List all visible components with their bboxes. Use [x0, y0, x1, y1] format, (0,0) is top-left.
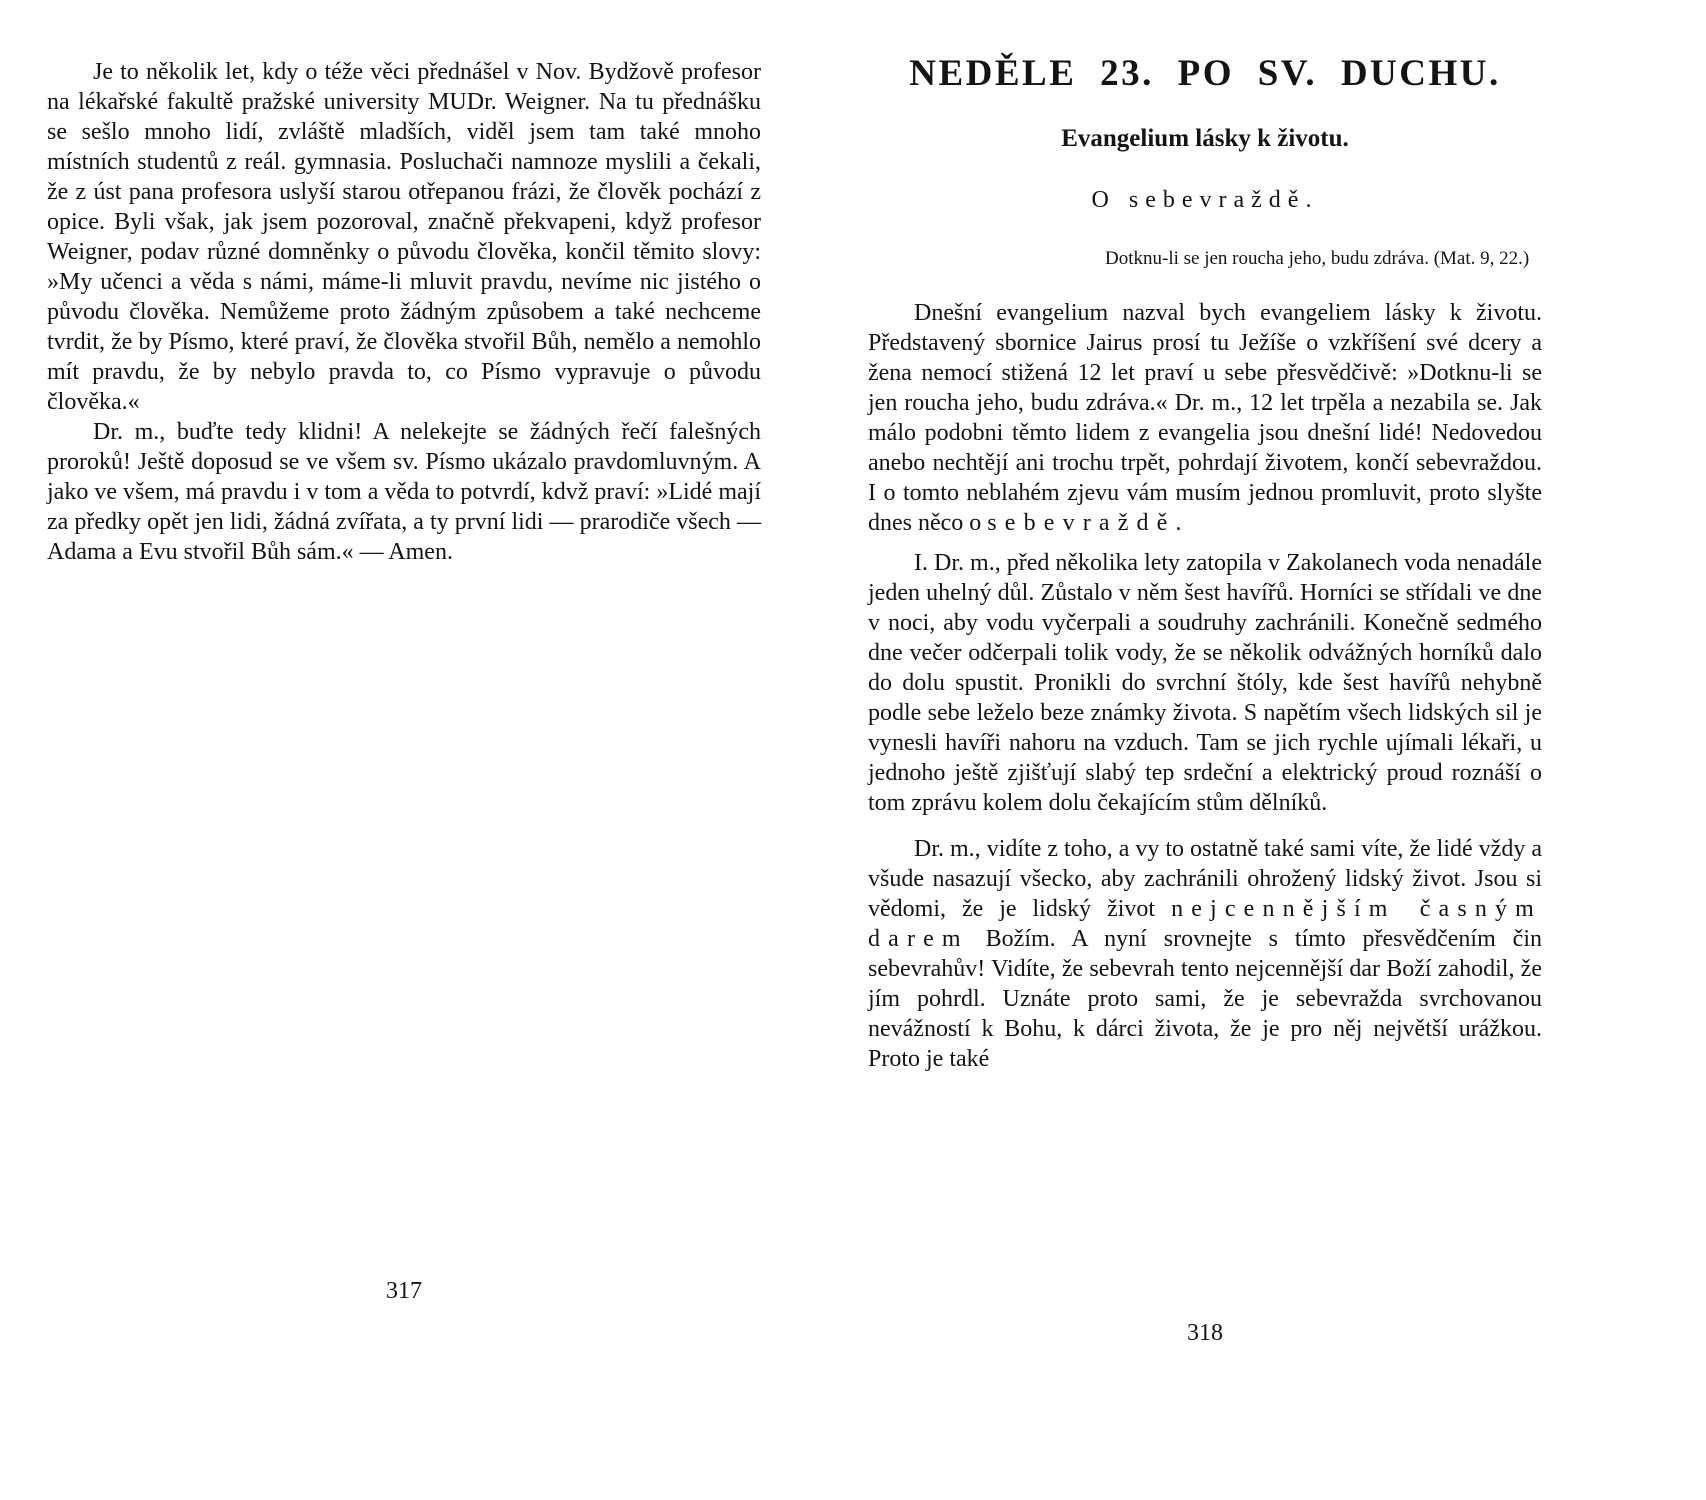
paragraph-segment: Božím. A nyní srovnejte s tímto přesvědčením čin sebevrahův! Vidíte, že sebevrah tento nejcennější dar Boží zahodil, že jím pohrdl. Uznáte proto sami, že je sebevražda svrchovanou nevážností k Bohu, k dárci života, že je pro něj největší urážkou. Proto je také [868, 926, 1542, 1072]
page-number: 317 [386, 1278, 422, 1304]
page-number: 318 [1187, 1320, 1223, 1346]
paragraph [868, 298, 1542, 538]
paragraph: Je to několik let, kdy o téže věci přednášel v Nov. Bydžově profesor na lékařské fakultě pražské university MUDr. Weigner. Na tu přednášku se sešlo mnoho lidí, zvláště mladších, viděl jsem tam také mnoho místních studentů z reál. gymnasia. Posluchači namnoze myslili a čekali, že z úst pana profesora uslyší starou otřepanou frázi, že člověk pochází z opice. Byli však, jak jsem pozoroval, značně překvapeni, když profesor Weigner, podav různé domněnky o původu člověka, končil těmito slovy: »My učenci a věda s námi, máme-li mluvit pravdu, nevíme nic jistého o původu člověka. Nemůžeme proto žádným způsobem a také nechceme tvrdit, že by Písmo, které praví, že člověka stvořil Bůh, nemělo a nemohlo mít pravdu, že by nebylo pravda to, co Písmo vypravuje o původu člověka.« [47, 59, 761, 415]
page-left-body [47, 57, 761, 567]
page-right [868, 0, 1542, 1500]
chapter-subheading: Evangelium lásky k životu. [1061, 125, 1349, 152]
paragraph-segment-emphasized: sebevraždě. [987, 510, 1190, 536]
section-title: O sebevraždě. [1091, 187, 1319, 213]
paragraph [868, 548, 1542, 818]
page-left [47, 0, 761, 1500]
paragraph-segment: I. Dr. m., před několika lety zatopila v Zakolanech voda nenadále jeden uhelný důl. Zůstalo v něm šest havířů. Horníci se střídali ve dne v noci, aby vodu vyčerpali a soudruhy zachránili. Konečně sedmého dne večer odčerpali tolik vody, že se několik odvážných horníků dalo do dolu spustit. Pronikli do svrchní štóly, kde šest havířů nehybně podle sebe leželo beze známky života. S napětím všech lidských sil je vynesli havíři nahoru na vzduch. Tam se jich rychle ujímali lékaři, u jednoho ještě zjišťují slabý tep srdeční a elektrický proud roznáší o tom zprávu kolem dolu čekajícím stům dělníků. [868, 550, 1542, 816]
paragraph: Dr. m., buďte tedy klidni! A nelekejte se žádných řečí falešných proroků! Ještě doposud se ve všem sv. Písmo ukázalo pravdomluvným. A jako ve všem, má pravdu i v tom a věda to potvrdí, kdvž praví: »Lidé mají za předky opět jen lidi, žádná zvířata, a ty první lidi — prarodiče všech — Adama a Evu stvořil Bůh sám.« — Amen. [47, 419, 761, 565]
page-right-body [868, 52, 1542, 1084]
paragraph-segment-emphasized: nejcennějším časným darem [868, 896, 1542, 952]
epigraph: Dotknu-li se jen roucha jeho, budu zdráva. (Mat. 9, 22.) [1105, 248, 1530, 269]
paragraph [868, 834, 1542, 1074]
paragraph-segment: Dnešní evangelium nazval bych evangeliem lásky k životu. Představený sbornice Jairus prosí tu Ježíše o vzkříšení své dcery a žena nemocí stižená 12 let praví u sebe přesvědčivě: »Dotknu-li se jen roucha jeho, budu zdráva.« Dr. m., 12 let trpěla a nezabila se. Jak málo podobni těmto lidem z evangelia jsou dnešní lidé! Nedovedou anebo nechtějí ani trochu trpět, pohrdají životem, končí sebevraždou. I o tomto neblahém zjevu vám musím jednou promluvit, proto slyšte dnes něco o [868, 300, 1542, 536]
paragraph-segment: Dr. m., vidíte z toho, a vy to ostatně také sami víte, že lidé vždy a všude nasazují všecko, aby zachránili ohrožený lidský život. Jsou si vědomi, že je lidský život [868, 836, 1542, 922]
chapter-heading: NEDĚLE 23. PO SV. DUCHU. [909, 53, 1501, 94]
